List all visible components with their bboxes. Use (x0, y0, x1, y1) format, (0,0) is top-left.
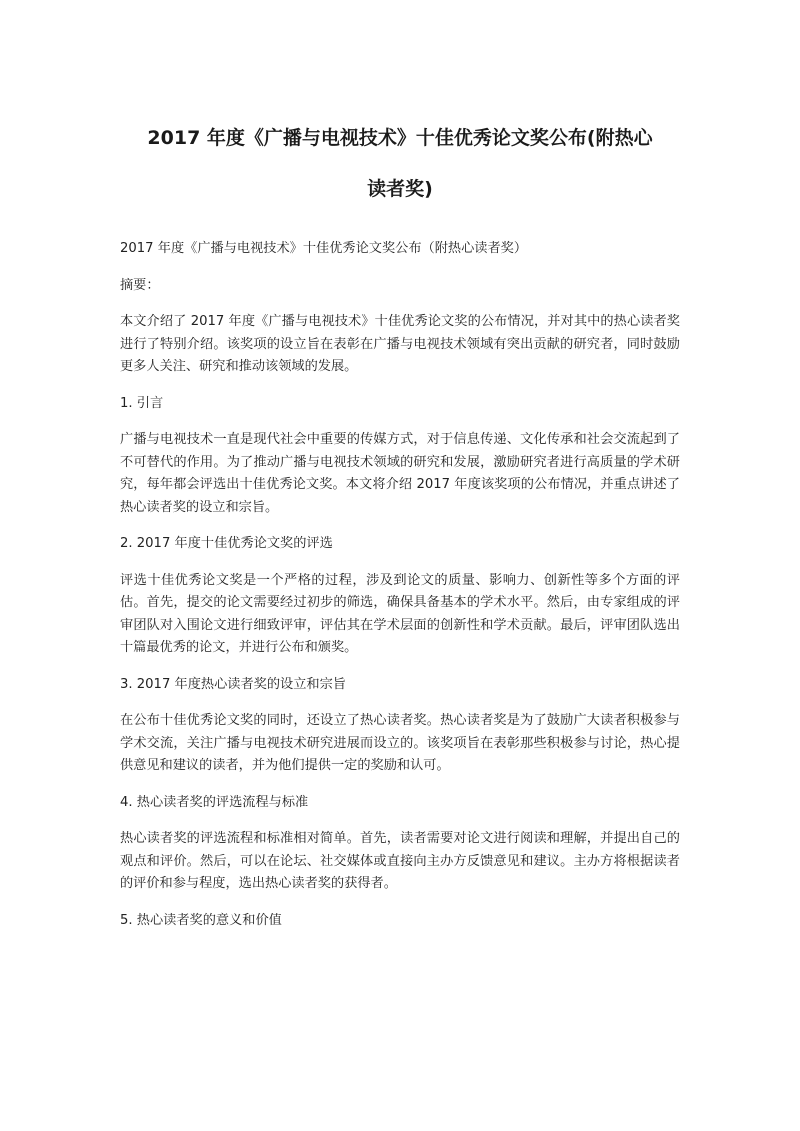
abstract-label: 摘要： (120, 277, 160, 293)
abstract-text: 本文介绍了 2017 年度《广播与电视技术》十佳优秀论文奖的公布情况，并对其中的热心读者奖进行了特别介绍。该奖项的设立旨在表彰在广播与电视技术领域有突出贡献的研究者，同时鼓励更多人关注、研究和推动该领域的发展。 (120, 314, 680, 374)
section-heading-3: 3. 2017 年度热心读者奖的设立和宗旨 (120, 676, 346, 692)
section-heading-5: 5. 热心读者奖的意义和价值 (120, 912, 282, 928)
section-heading-4: 4. 热心读者奖的评选流程与标准 (120, 794, 309, 810)
section-body-3: 在公布十佳优秀论文奖的同时，还设立了热心读者奖。热心读者奖是为了鼓励广大读者积极参与学术交流，关注广播与电视技术研究进展而设立的。该奖项旨在表彰那些积极参与讨论，热心提供意见和建议的读者，并为他们提供一定的奖励和认可。 (120, 713, 680, 773)
title-line-1: 2017 年度《广播与电视技术》十佳优秀论文奖公布(附热心 (147, 127, 653, 149)
section-body-2: 评选十佳优秀论文奖是一个严格的过程，涉及到论文的质量、影响力、创新性等多个方面的评估。首先，提交的论文需要经过初步的筛选，确保具备基本的学术水平。然后，由专家组成的评审团队对入围论文进行细致评审，评估其在学术层面的创新性和学术贡献。最后，评审团队选出十篇最优秀的论文，并进行公布和颁奖。 (120, 572, 680, 655)
document-body (120, 238, 680, 932)
subtitle: 2017 年度《广播与电视技术》十佳优秀论文奖公布（附热心读者奖） (120, 241, 528, 256)
document-page (120, 0, 680, 946)
section-body-1: 广播与电视技术一直是现代社会中重要的传媒方式，对于信息传递、文化传承和社会交流起到了不可替代的作用。为了推动广播与电视技术领域的研究和发展，激励研究者进行高质量的学术研究，每年都会评选出十佳优秀论文奖。本文将介绍 2017 年度该奖项的公布情况，并重点讲述了热心读者奖的设立和宗旨。 (120, 432, 680, 515)
section-body-4: 热心读者奖的评选流程和标准相对简单。首先，读者需要对论文进行阅读和理解，并提出自己的观点和评价。然后，可以在论坛、社交媒体或直接向主办方反馈意见和建议。主办方将根据读者的评价和参与程度，选出热心读者奖的获得者。 (120, 831, 680, 891)
section-heading-2: 2. 2017 年度十佳优秀论文奖的评选 (120, 536, 333, 551)
document-title (120, 0, 680, 215)
title-line-2: 读者奖) (367, 178, 433, 200)
section-heading-1: 1. 引言 (120, 395, 164, 411)
